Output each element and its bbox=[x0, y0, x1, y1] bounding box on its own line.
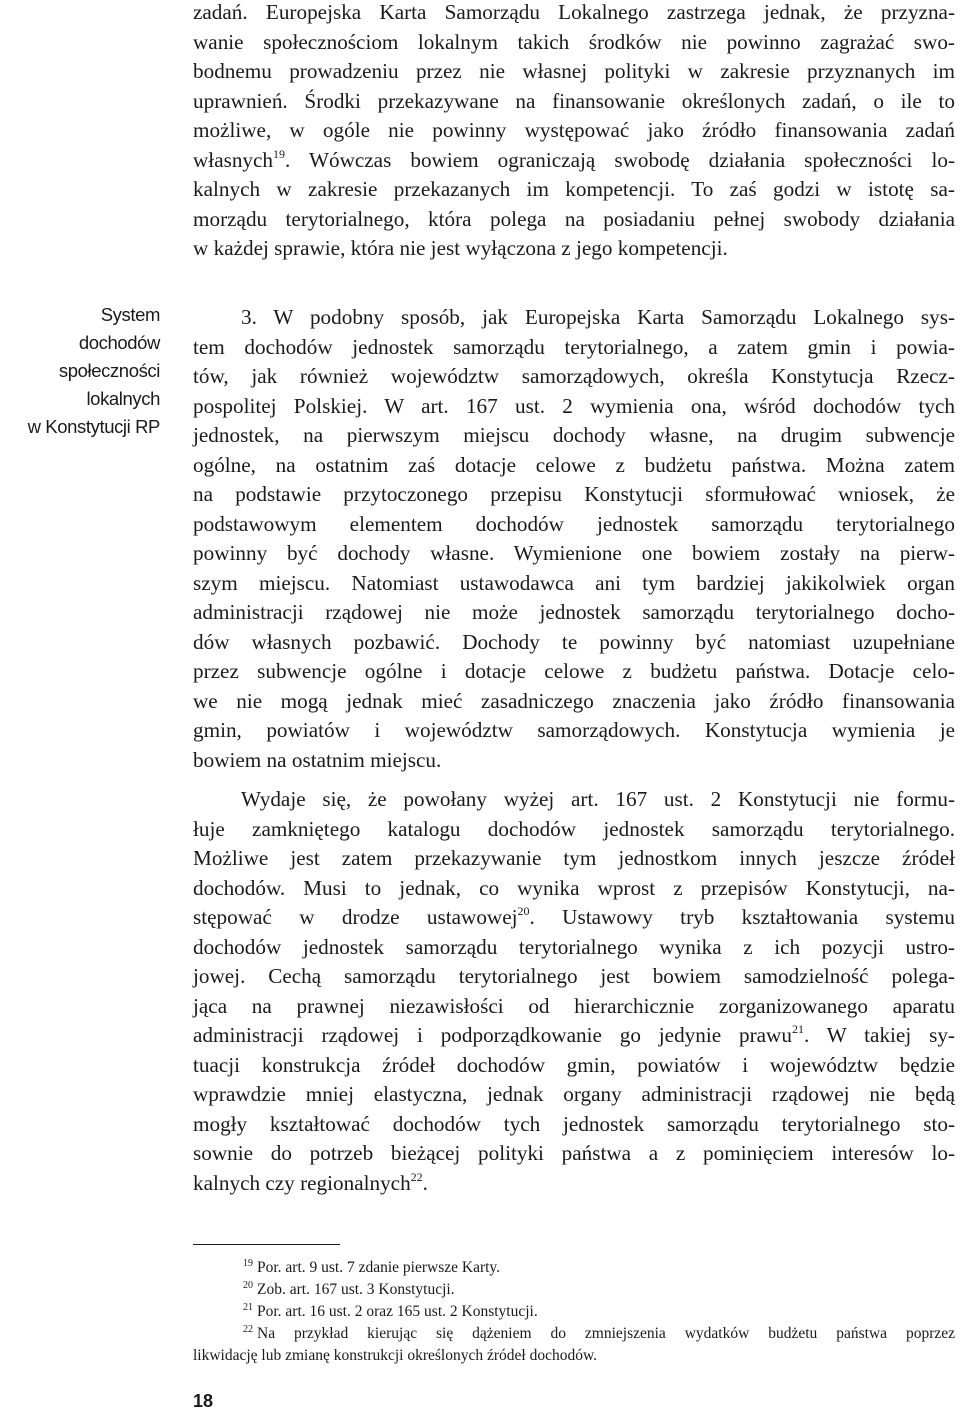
text-line: we nie mogą jednak mieć zasadniczego znaczenia jako źródło finansowania bbox=[193, 688, 955, 713]
text-line: jąca na prawnej niezawisłości od hierarchicznie zorganizowanego aparatu bbox=[193, 993, 955, 1018]
paragraph-1 bbox=[193, 0, 955, 264]
margin-heading-line: System bbox=[100, 304, 160, 325]
footnotes bbox=[193, 1257, 955, 1367]
footnote: $^{20}$ Zob. art. 167 ust. 3 Konstytucji. bbox=[243, 1280, 455, 1298]
margin-heading-line: społeczności bbox=[58, 360, 160, 381]
text-line: na podstawie przytoczonego przepisu Konstytucji sformułować wniosek, że bbox=[193, 482, 955, 506]
text-line: dochodów jednostek samorządu terytorialnego wynika z ich pozycji ustro- bbox=[193, 934, 955, 959]
text-line: własnych$^{19}$. Wówczas bowiem ograniczają swobodę działania społeczności lo- bbox=[193, 146, 955, 172]
text-line: kalnych w zakresie przekazanych im kompetencji. To zaś godzi w istotę sa- bbox=[193, 177, 955, 201]
footnote-ref[interactable]: 19 bbox=[273, 146, 286, 161]
text-line: ogólne, na ostatnim zaś dotacje celowe z budżetu państwa. Można zatem bbox=[193, 452, 955, 477]
text-line: dów własnych pozbawić. Dochody te powinny być natomiast uzupełniane bbox=[193, 629, 955, 654]
text-line: stępować w drodze ustawowej$^{20}$. Ustawowy tryb kształtowania systemu bbox=[193, 904, 955, 929]
text-line: wanie społecznościom lokalnym takich środków nie powinno zagrażać swo- bbox=[193, 29, 955, 54]
text-line: tem dochodów jednostek samorządu terytorialnego, a zatem gmin i powia- bbox=[193, 334, 955, 359]
margin-heading bbox=[0, 301, 160, 441]
footnote-ref[interactable]: 22 bbox=[410, 1169, 423, 1184]
paragraph-3 bbox=[193, 785, 955, 1198]
footnote-number: 20 bbox=[243, 1280, 253, 1291]
text-line: dochodów. Musi to jednak, co wynika wprost z przepisów Konstytucji, na- bbox=[193, 875, 955, 900]
footnote: $^{22}$ Na przykład kierując się dążeniem do zmniejszenia wydatków budżetu państwa poprzez bbox=[243, 1324, 955, 1342]
text-line: podstawowym elementem dochodów jednostek samorządu terytorialnego bbox=[193, 511, 955, 536]
text-line: pospolitej Polskiej. W art. 167 ust. 2 wymienia ona, wśród dochodów tych bbox=[193, 393, 955, 418]
text-line: gmin, powiatów i województw samorządowych. Konstytucja wymienia je bbox=[193, 718, 955, 742]
footnote: $^{21}$ Por. art. 16 ust. 2 oraz 165 ust. 2 Konstytucji. bbox=[243, 1302, 538, 1320]
footnote-separator bbox=[193, 1244, 340, 1245]
margin-heading-line: w Konstytucji RP bbox=[27, 416, 160, 437]
text-line: bodnemu prowadzeniu przez nie własnej polityki w zakresie przyznanych im bbox=[193, 59, 955, 83]
text-line: w każdej sprawie, która nie jest wyłączona z jego kompetencji. bbox=[193, 236, 728, 260]
text-line: administracji rządowej i podporządkowanie go jedynie prawu$^{21}$. W takiej sy- bbox=[193, 1022, 955, 1047]
text-line: jednostek, na pierwszym miejscu dochody własne, na drugim subwencje bbox=[193, 423, 955, 447]
text-line: powinny być dochody własne. Wymienione one bowiem zostały na pierw- bbox=[193, 541, 955, 565]
footnote: $^{19}$ Por. art. 9 ust. 7 zdanie pierwsze Karty. bbox=[243, 1258, 501, 1276]
text-line: morządu terytorialnego, która polega na posiadaniu pełnej swobody działania bbox=[193, 206, 955, 231]
text-line: tuacji konstrukcja źródeł dochodów gmin, powiatów i województw będzie bbox=[193, 1052, 955, 1077]
footnote-continuation: likwidację lub zmianę konstrukcji określonych źródeł dochodów. bbox=[193, 1347, 598, 1364]
text-line: Możliwe jest zatem przekazywanie tym jednostkom innych jeszcze źródeł bbox=[193, 846, 955, 870]
text-line: uprawnień. Środki przekazywane na finansowanie określonych zadań, o ile to bbox=[193, 88, 955, 113]
paragraph-2 bbox=[193, 303, 955, 775]
footnote-number: 21 bbox=[243, 1302, 253, 1313]
margin-heading-line: dochodów bbox=[78, 332, 160, 353]
text-line: Wydaje się, że powołany wyżej art. 167 ust. 2 Konstytucji nie formu- bbox=[241, 787, 955, 811]
text-line: łuje zamkniętego katalogu dochodów jednostek samorządu terytorialnego. bbox=[193, 816, 955, 841]
text-line: 3. W podobny sposób, jak Europejska Karta Samorządu Lokalnego sys- bbox=[241, 305, 955, 329]
text-line: możliwe, w ogóle nie powinny występować jako źródło finansowania zadań bbox=[193, 118, 955, 142]
paragraph-number: 3. bbox=[241, 305, 257, 329]
text-line: wprawdzie mniej elastyczna, jednak organy administracji rządowej nie będą bbox=[193, 1082, 955, 1106]
footnote-number: 19 bbox=[243, 1258, 253, 1269]
footnote-ref[interactable]: 21 bbox=[791, 1022, 804, 1036]
page-number: 18 bbox=[193, 1391, 214, 1411]
text-line: tów, jak również województw samorządowych, określa Konstytucja Rzecz- bbox=[193, 364, 955, 388]
text-line: mogły kształtować dochodów tych jednostek samorządu terytorialnego sto- bbox=[193, 1111, 955, 1136]
footnote-number: 22 bbox=[243, 1324, 253, 1335]
text-line: kalnych czy regionalnych$^{22}$. bbox=[193, 1169, 428, 1195]
text-line: sownie do potrzeb bieżącej polityki państwa a z pominięciem interesów lo- bbox=[193, 1141, 955, 1165]
text-line: administracji rządowej nie może jednostek samorządu terytorialnego docho- bbox=[193, 600, 955, 624]
text-line: jowej. Cechą samorządu terytorialnego jest bowiem samodzielność polega- bbox=[193, 964, 955, 988]
footnote-ref[interactable]: 20 bbox=[517, 904, 530, 918]
text-line: szym miejscu. Natomiast ustawodawca ani tym bardziej jakikolwiek organ bbox=[193, 570, 955, 595]
text-line: bowiem na ostatnim miejscu. bbox=[193, 747, 442, 772]
margin-heading-line: lokalnych bbox=[86, 388, 160, 409]
text-line: zadań. Europejska Karta Samorządu Lokalnego zastrzega jednak, że przyzna- bbox=[193, 0, 955, 24]
text-line: przez subwencje ogólne i dotacje celowe z budżetu państwa. Dotacje celo- bbox=[193, 659, 955, 683]
